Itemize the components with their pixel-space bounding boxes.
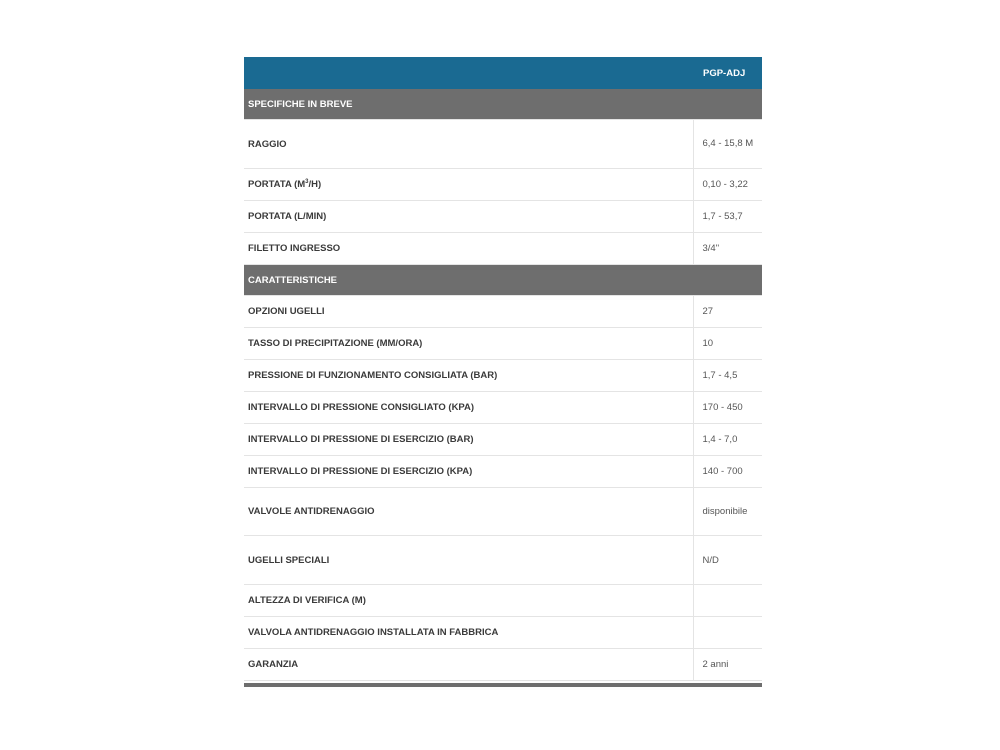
- row-value: 170 - 450: [693, 392, 762, 424]
- row-value: 1,7 - 53,7: [693, 201, 762, 233]
- row-value: N/D: [693, 536, 762, 585]
- row-value: 0,10 - 3,22: [693, 169, 762, 201]
- row-label: PORTATA (L/MIN): [244, 201, 693, 233]
- row-value: 1,4 - 7,0: [693, 424, 762, 456]
- table-row: [244, 424, 762, 456]
- row-value: 140 - 700: [693, 456, 762, 488]
- table-row: [244, 488, 762, 536]
- table-header-row: [244, 57, 762, 89]
- table-row: [244, 120, 762, 169]
- section-title: SPECIFICHE IN BREVE: [244, 89, 762, 120]
- product-column-header: PGP-ADJ: [693, 57, 762, 89]
- spec-table: [244, 57, 762, 681]
- row-label: TASSO DI PRECIPITAZIONE (MM/ORA): [244, 328, 693, 360]
- row-label: FILETTO INGRESSO: [244, 233, 693, 265]
- table-row: [244, 296, 762, 328]
- header-empty-cell: [244, 57, 693, 89]
- row-value: disponibile: [693, 488, 762, 536]
- table-row: [244, 585, 762, 617]
- row-label: VALVOLA ANTIDRENAGGIO INSTALLATA IN FABBRICA: [244, 617, 693, 649]
- row-value: 10: [693, 328, 762, 360]
- row-label: ALTEZZA DI VERIFICA (M): [244, 585, 693, 617]
- row-label-text-end: /H): [308, 179, 322, 191]
- row-label: PRESSIONE DI FUNZIONAMENTO CONSIGLIATA (BAR): [244, 360, 693, 392]
- row-label: INTERVALLO DI PRESSIONE DI ESERCIZIO (BAR): [244, 424, 693, 456]
- row-label-text: PORTATA (M: [248, 179, 306, 191]
- row-label-superscript: 3: [305, 178, 309, 185]
- table-row: [244, 328, 762, 360]
- table-row: [244, 392, 762, 424]
- row-label: [244, 169, 693, 201]
- row-value: 3/4": [693, 233, 762, 265]
- row-value: 27: [693, 296, 762, 328]
- table-row: [244, 456, 762, 488]
- table-row: [244, 536, 762, 585]
- row-value: 1,7 - 4,5: [693, 360, 762, 392]
- table-row: [244, 360, 762, 392]
- row-label: RAGGIO: [244, 120, 693, 169]
- table-row: [244, 201, 762, 233]
- row-label: GARANZIA: [244, 649, 693, 681]
- section-header-row: [244, 89, 762, 120]
- section-title: CARATTERISTICHE: [244, 265, 762, 296]
- row-value: [693, 617, 762, 649]
- table-row: [244, 617, 762, 649]
- table-row: [244, 233, 762, 265]
- row-label: UGELLI SPECIALI: [244, 536, 693, 585]
- row-label: OPZIONI UGELLI: [244, 296, 693, 328]
- row-value: [693, 585, 762, 617]
- table-row: [244, 169, 762, 201]
- table-row: [244, 649, 762, 681]
- row-value: 6,4 - 15,8 M: [693, 120, 762, 169]
- row-label: INTERVALLO DI PRESSIONE DI ESERCIZIO (KPA): [244, 456, 693, 488]
- row-value: 2 anni: [693, 649, 762, 681]
- row-label: VALVOLE ANTIDRENAGGIO: [244, 488, 693, 536]
- table-bottom-border: [244, 683, 762, 687]
- row-label: INTERVALLO DI PRESSIONE CONSIGLIATO (KPA): [244, 392, 693, 424]
- section-header-row: [244, 265, 762, 296]
